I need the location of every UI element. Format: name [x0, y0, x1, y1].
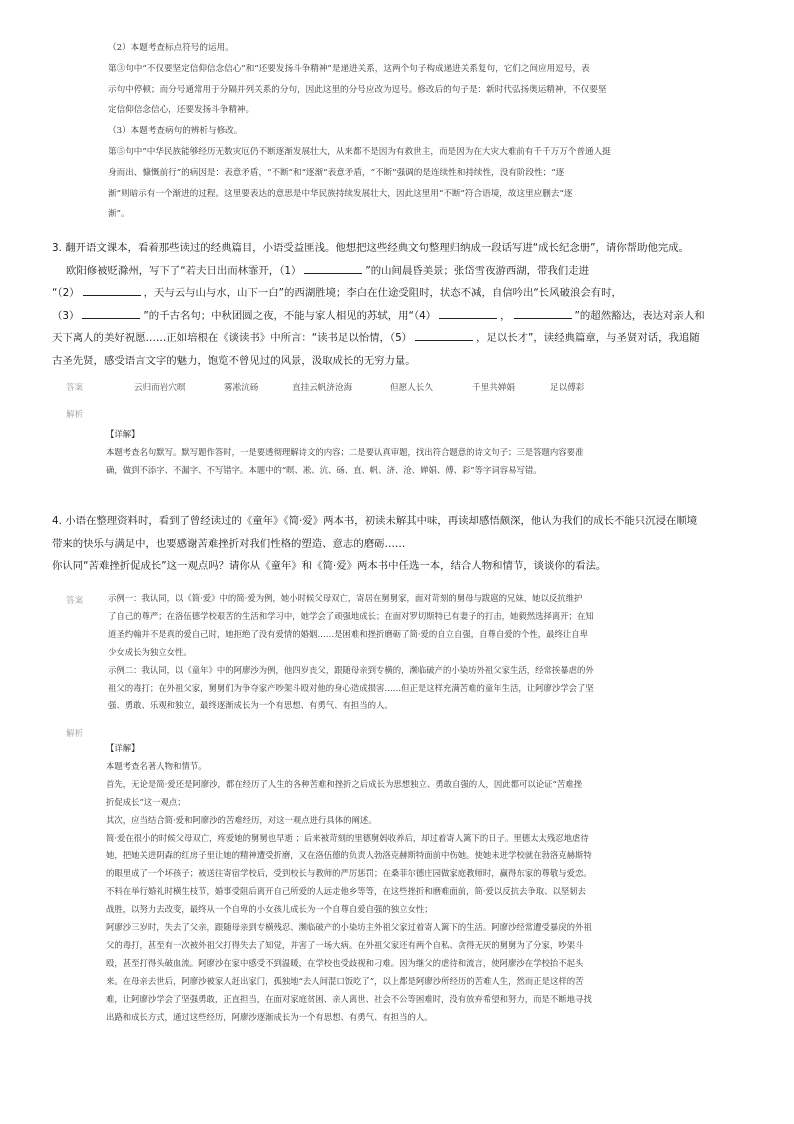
exp-line: 定信仰信念信心，还要发扬斗争精神。 — [108, 105, 255, 116]
exp-line: 第⑤句中“中华民族能够经历无数灾厄仍不断逐渐发展壮大，从来都不是因为有救世主，而是因为在大灾大难前有千千万万个普通人挺 — [108, 146, 611, 157]
question-3 — [52, 237, 752, 373]
detail-line: 折促成长”这一观点； — [106, 796, 186, 807]
detail-line: 首先，无论是简·爱还是阿廖沙，都在经历了人生的各种苦难和挫折之后成长为思想独立、勇敢自强的人，因此都可以论证“苦难挫 — [106, 778, 582, 789]
q4-answer — [108, 590, 728, 715]
q4-analysis — [106, 740, 726, 1027]
answer-item: 雾凇沆砀 — [224, 383, 259, 393]
q3-analysis — [106, 426, 726, 480]
detail-line: 来。在母亲去世后，阿廖沙被家人赶出家门，孤独地“去人间混口饭吃了”，以上都是阿廖沙所经历的苦难人生，然而正是这样的苦 — [106, 975, 584, 986]
answer-line: 示例一：我认同，以《简·爱》中的简·爱为例，她小时候父母双亡，寄居在舅舅家，面对苛刻的舅母与跋扈的兄妹，她以反抗维护 — [108, 593, 583, 603]
answer-item: 但愿人长久 — [390, 383, 433, 393]
detail-line: 父的毒打，甚至有一次被外祖父打得失去了知觉，并害了一场大病。在外祖父家还有两个自私、贪得无厌的舅舅为了分家，吵架斗 — [106, 939, 584, 950]
detail-line: 难，让阿廖沙学会了坚强勇敢，正直担当，在面对家庭贫困、亲人离世、社会不公等困难时，没有放弃希望和努力，而是不断地寻找 — [106, 993, 592, 1004]
answer-blank-5[interactable] — [415, 330, 473, 341]
answer-blank-4a[interactable] — [439, 308, 497, 319]
answer-item: 云归而岩穴暝 — [134, 383, 186, 393]
answer-line: 强、勇敢、乐观和独立，最终逐渐成长为一个有思想、有勇气、有担当的人。 — [108, 700, 393, 711]
exp-line: 渐”。 — [108, 209, 130, 220]
question-4 — [52, 510, 752, 578]
exp-line: 第③句中“不仅要坚定信仰信念信心”和“还要发扬斗争精神”是递进关系，这两个句子构成递进关系复句，它们之间应用逗号，表 — [108, 63, 590, 74]
detail-line: 殴，甚至打得头破血流。阿廖沙在家中感受不到温暖，在学校也受歧视和刁难。因为继父的虐待和流言，使阿廖沙在学校抬不起头 — [106, 957, 584, 968]
answer-line: 祖父的毒打；在外祖父家，舅舅们为争夺家产吵架斗殴对他的身心造成损害……但正是这样充满苦难的童年生活，让阿廖沙学会了坚 — [108, 682, 594, 693]
q3-line: 天下离人的美好祝愿……正如培根在《谈读书》中所言：“读书足以怡情，（5） ，足以长才”，读经典篇章，与圣贤对话，我追随 — [52, 332, 700, 345]
q4-line: 带来的快乐与满足中，也要感谢苦难挫折对我们性格的塑造、意志的磨砺…… — [52, 537, 406, 550]
analysis-label: 解析 — [66, 410, 84, 420]
answer-line: 示例二：我认同，以《童年》中的阿廖沙为例，他四岁丧父，跟随母亲到专横的，濒临破产的小染坊外祖父家生活，经常挨暴虐的外 — [108, 664, 594, 675]
answer-label: 答案 — [66, 383, 84, 393]
answer-item: 足以傅彩 — [550, 383, 585, 393]
detail-line: 其次，应当结合简·爱和阿廖沙的苦难经历，对这一观点进行具体的阐述。 — [106, 814, 377, 825]
answer-blank-1[interactable] — [304, 263, 362, 274]
q3-line: “（2） ，天与云与山与水，山下一白”的西湖胜境；李白在仕途受阻时，状态不减，自信吟出“长风破浪会有时， — [52, 287, 622, 300]
detail-line: 不料在举行婚礼时横生枝节，婚事受阻后离开自己所爱的人远走他乡等等，在这些挫折和磨难面前，简·爱以反抗去争取、以坚韧去 — [106, 886, 587, 897]
answer-blank-4b[interactable] — [514, 308, 572, 319]
answer-line: 道圣约翰并不是真的爱自己时，她拒绝了没有爱情的婚姻……是困难和挫折磨砺了简·爱的自立自强，自尊自爱的个性，最终让自卑 — [108, 628, 589, 639]
detail-heading: 【详解】 — [106, 743, 140, 753]
detail-heading: 【详解】 — [106, 429, 140, 439]
detail-line: 的眼里成了一个坏孩子；被送往寄宿学校后，受到校长与教师的严厉惩罚；在桑菲尔德庄园做家庭教师时，赢得东家的尊敬与爱恋。 — [106, 868, 592, 879]
exp-line: 身而出、慷慨前行”的病因是：表意矛盾，“不断”和“逐渐”表意矛盾，“不断”强调的是连续性和持续性，没有阶段性；“逐 — [108, 167, 565, 178]
answer-line: 少女成长为独立女性。 — [108, 646, 192, 657]
answer-blank-2[interactable] — [83, 285, 141, 296]
detail-line: 战胜，以努力去改变，最终从一个自卑的小女孩儿成长为一个自尊自爱自强的独立女性； — [106, 904, 433, 915]
q4-line: 你认同“苦难挫折促成长”这一观点吗？请你从《童年》和《简·爱》两本书中任选一本，结合人物和情节，谈谈你的看法。 — [52, 560, 607, 573]
exp-line: （3）本题考查病句的辨析与修改。 — [108, 126, 243, 137]
answer-item: 直挂云帆济沧海 — [292, 383, 353, 393]
exp-line: 渐”则暗示有一个渐进的过程。这里要表达的意思是中华民族持续发展壮大，因此这里用“不断”符合语境，故这里应删去“逐 — [108, 188, 573, 199]
q3-stem: 3. 翻开语文课本，看着那些读过的经典篇目，小语受益匪浅。他想把这些经典文句整理归纳成一段话写进“成长纪念册”，请你帮助他完成。 — [52, 242, 690, 254]
answer-label: 答案 — [66, 596, 84, 606]
q3-line: 古圣先贤，感受语言文字的魅力，饱览不曾见过的风景，汲取成长的无穷力量。 — [52, 354, 416, 367]
exp-line: （2）本题考查标点符号的运用。 — [108, 43, 234, 53]
analysis-label: 解析 — [66, 729, 84, 739]
answer-line: 了自己的尊严；在洛伍德学校艰苦的生活和学习中，她学会了顽强地成长；在面对罗切斯特已有妻子的打击，她毅然选择离开；在知 — [108, 610, 594, 621]
q3-line: （3） ”的千古名句；中秋团圆之夜，不能与家人相见的苏轼，用“（4） ， ”的超然豁达，表达对亲人和 — [52, 309, 705, 322]
answer-item: 千里共婵娟 — [472, 383, 515, 393]
detail-line: 她，把她关进阴森的红房子里让她的精神遭受折磨，又在洛伍德的负责人勃洛克赫斯特面前中伤她。使她未进学校就在勃洛克赫斯特 — [106, 850, 592, 861]
detail-line: 简·爱在很小的时候父母双亡，疼爱她的舅舅也早逝 ；后来被苛刻的里德舅妈收养后，却过着寄人篱下的日子。里德太太残忍地虐待 — [106, 832, 589, 843]
exp-line: 示句中停顿；而分号通常用于分隔并列关系的分句，因此这里的分号应改为逗号。修改后的句子是：新时代弘扬奥运精神，不仅要坚 — [108, 84, 607, 95]
detail-line: 确，做到不添字、不漏字、不写错字。本题中的“暝、凇、沆、砀、直、帆、济、沧、婵娟、傅、彩”等字词容易写错。 — [106, 464, 542, 475]
detail-line: 阿廖沙三岁时，失去了父亲，跟随母亲到专横残忍、濒临破产的小染坊主外祖父家过着寄人篱下的生活。阿廖沙经常遭受暴戾的外祖 — [106, 922, 592, 933]
answer-blank-3[interactable] — [82, 308, 140, 319]
prev-explanation — [108, 38, 728, 225]
detail-line: 出路和成长方式，通过这些经历，阿廖沙逐渐成长为一个有思想、有勇气、有担当的人。 — [106, 1011, 433, 1022]
detail-line: 本题考查名句默写。默写题作答时，一是要透彻理解诗文的内容；二是要认真审题，找出符合题意的诗文句子；三是答题内容要准 — [106, 446, 584, 457]
q4-stem: 4. 小语在整理资料时，看到了曾经读过的《童年》《简·爱》两本书，初读未解其中味，再读却感悟颇深，他认为我们的成长不能只沉浸在顺境 — [52, 515, 698, 527]
detail-line: 本题考查名著人物和情节。 — [106, 760, 207, 771]
q3-line: 欧阳修被贬滁州，写下了“若夫日出而林霏开，（1） ”的山间晨昏美景；张岱雪夜游西湖，带我们走进 — [66, 264, 589, 277]
